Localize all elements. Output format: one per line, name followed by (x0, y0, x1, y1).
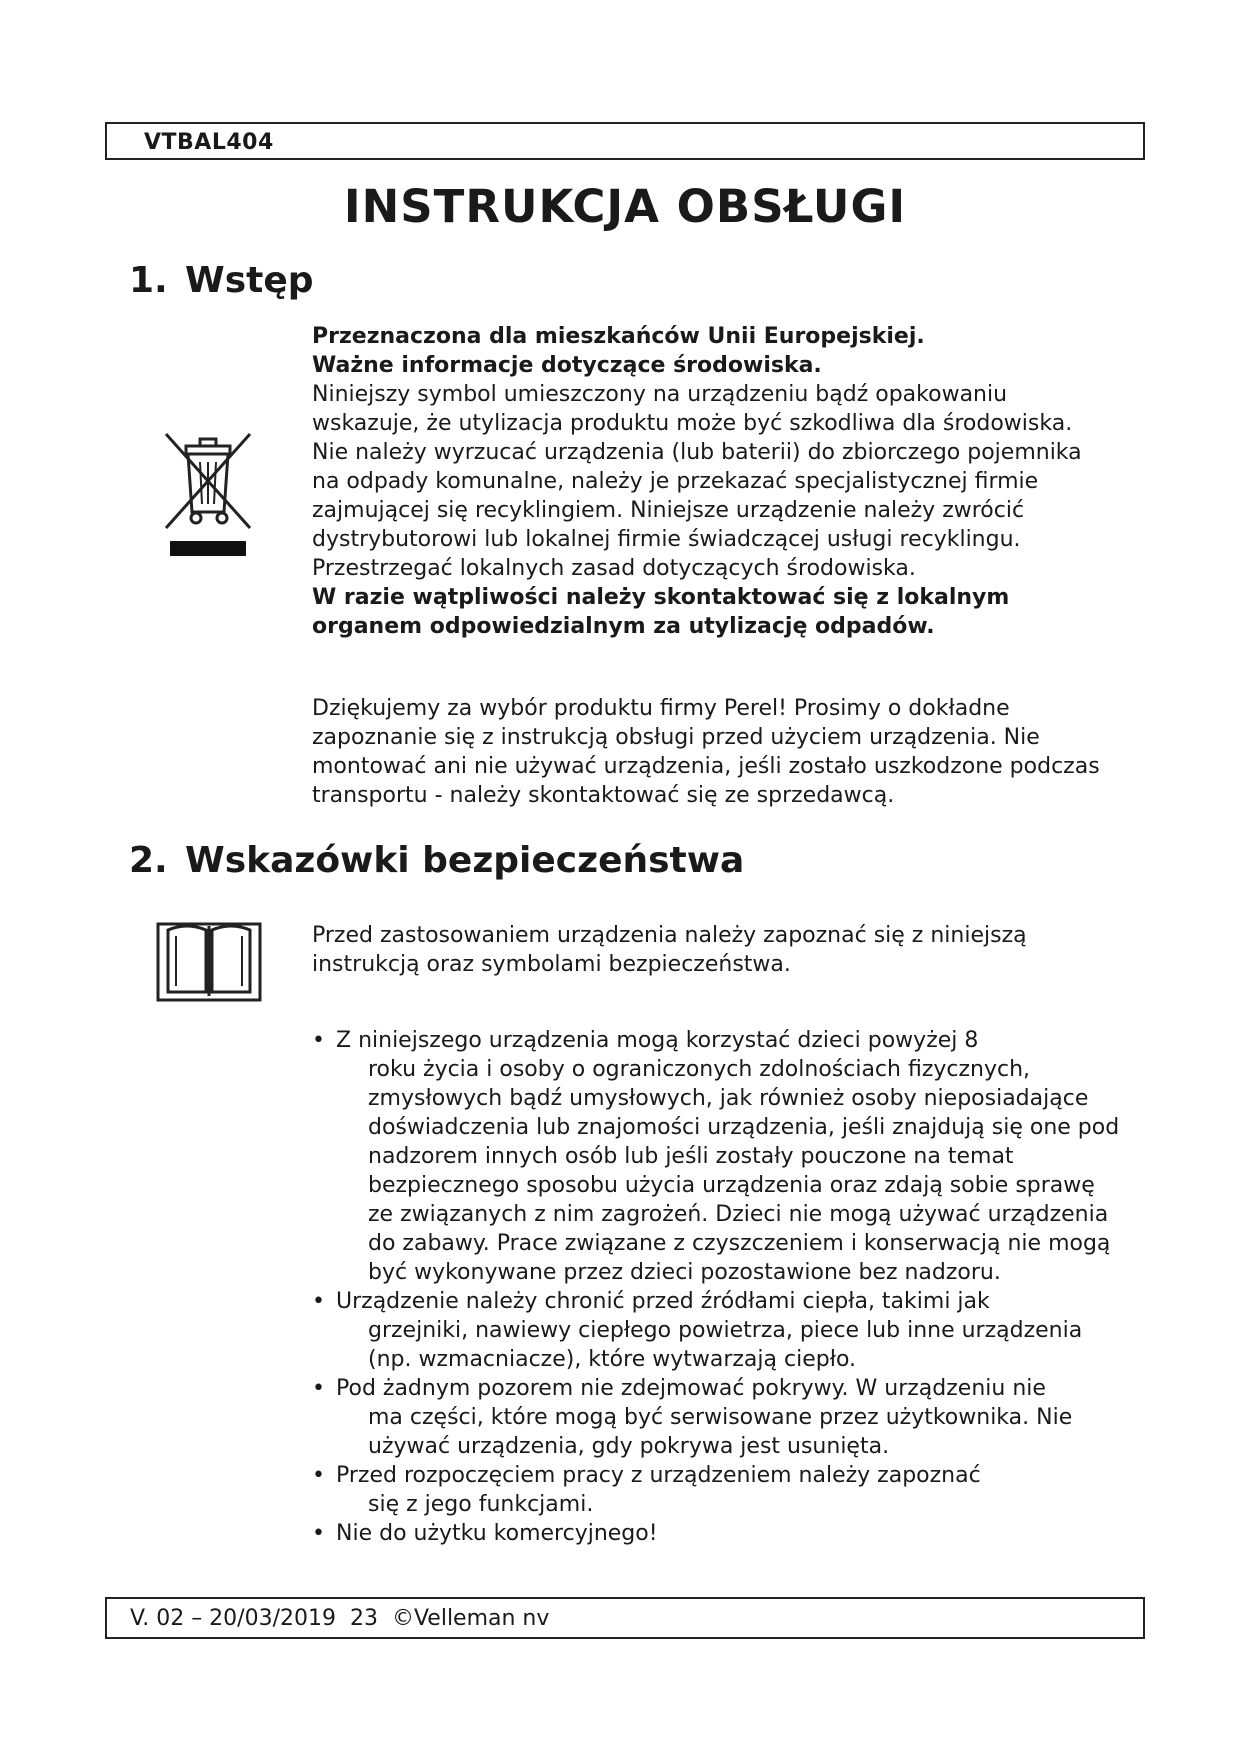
section-2-intro (312, 921, 1112, 979)
safety-intro-text: Przed zastosowaniem urządzenia należy zapoznać się z niniejszą instrukcją oraz symbolami bezpieczeństwa. (312, 923, 1027, 977)
read-manual-book-icon (156, 916, 262, 1002)
list-item: • Urządzenie należy chronić przed źródłami ciepła, takimi jak grzejniki, nawiewy ciepłego powietrza, piece lub inne urządzenia (np. wzmacniacze), które wytwarzają ciepło. (312, 1287, 1122, 1374)
document-title: INSTRUKCJA OBSŁUGI (343, 180, 907, 233)
weee-crossed-bin-icon (160, 430, 260, 560)
list-item: • Pod żadnym pozorem nie zdejmować pokrywy. W urządzeniu nie ma części, które mogą być serwisowane przez użytkownika. Nie używać urządzenia, gdy pokrywa jest usunięta. (312, 1374, 1122, 1461)
footer-box (105, 1597, 1145, 1639)
header-box (105, 122, 1145, 160)
eu-residents-note: Przeznaczona dla mieszkańców Unii Europejskiej. (312, 324, 925, 349)
section-1-title: Wstęp (185, 260, 314, 301)
section-1-body (312, 322, 1112, 641)
disposal-contact-note: W razie wątpliwości należy skontaktować się z lokalnym organem odpowiedzialnym za utylizację odpadów. (312, 585, 1010, 639)
environment-info-text: Niniejszy symbol umieszczony na urządzeniu bądź opakowaniu wskazuje, że utylizacja produktu może być szkodliwa dla środowiska. Nie należy wyrzucać urządzenia (lub baterii) do zbiorczego pojemnika na odpady komunalne, należy je przekazać specjalistycznej firmie zajmującej się recyklingiem. Niniejsze urządzenie należy zwrócić dystrybutorowi lub lokalnej firmie świadczącej usługi recyklingu. Przestrzegać lokalnych zasad dotyczących środowiska. (312, 382, 1082, 581)
safety-bullet-list (312, 1026, 1122, 1548)
footer-text: V. 02 – 20/03/2019 23 ©Velleman nv (130, 1606, 550, 1631)
list-item: • Z niniejszego urządzenia mogą korzystać dzieci powyżej 8 roku życia i osoby o ograniczonych zdolnościach fizycznych, zmysłowych bądź umysłowych, jak również osoby nieposiadające doświadczenia lub znajomości urządzenia, jeśli znajdują się one pod nadzorem innych osób lub jeśli zostały pouczone na temat bezpiecznego sposobu użycia urządzenia oraz zdają sobie sprawę ze związanych z nim zagrożeń. Dzieci nie mogą używać urządzenia do zabawy. Prace związane z czyszczeniem i konserwacją nie mogą być wykonywane przez dzieci pozostawione bez nadzoru. (312, 1026, 1122, 1287)
section-1-number: 1. (129, 260, 168, 301)
thanks-paragraph (312, 694, 1112, 810)
thanks-text: Dziękujemy za wybór produktu firmy Perel! Prosimy o dokładne zapoznanie się z instrukcją obsługi przed użyciem urządzenia. Nie montować ani nie używać urządzenia, jeśli zostało uszkodzone podczas transportu - należy skontaktować się ze sprzedawcą. (312, 696, 1100, 808)
environment-info-heading: Ważne informacje dotyczące środowiska. (312, 353, 822, 378)
section-2-heading (129, 840, 744, 881)
section-1-heading (129, 260, 314, 301)
list-item: • Nie do użytku komercyjnego! (312, 1519, 1122, 1548)
list-item: • Przed rozpoczęciem pracy z urządzeniem należy zapoznać się z jego funkcjami. (312, 1461, 1122, 1519)
model-code: VTBAL404 (144, 130, 274, 155)
section-2-number: 2. (129, 840, 168, 881)
section-2-title: Wskazówki bezpieczeństwa (185, 840, 745, 881)
